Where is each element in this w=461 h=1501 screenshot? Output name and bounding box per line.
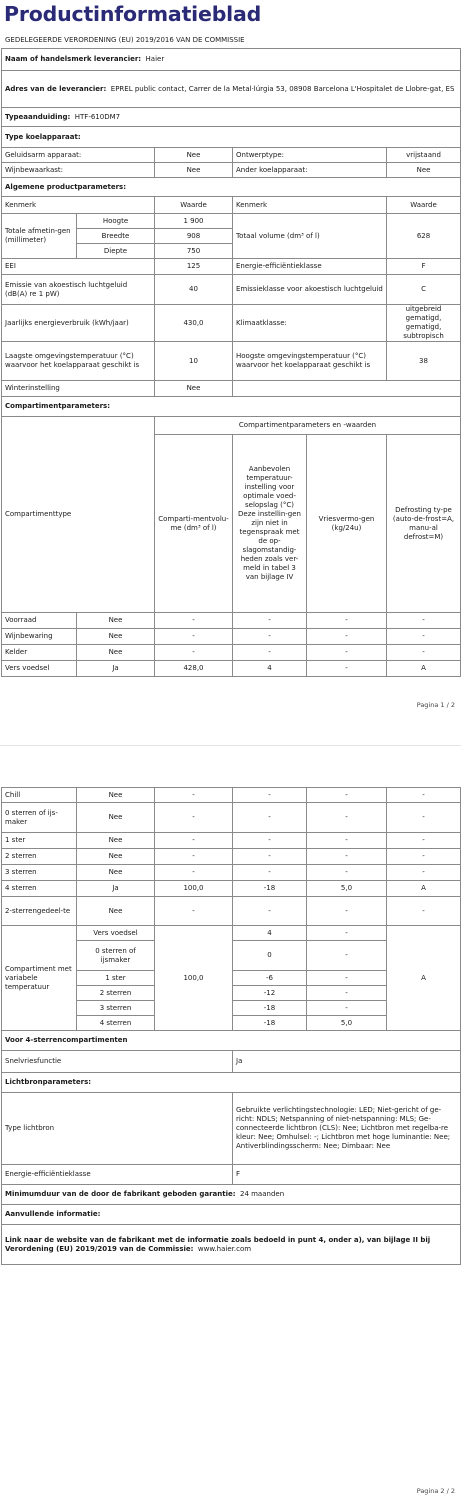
min-temp-label: Laagste omgevingstemperatuur (°C) waarvoor het koelapparaat geschikt is <box>2 342 155 381</box>
compartment-freeze-header: Vriesvermo-gen (kg/24u) <box>307 435 387 613</box>
table-row: Kelder Nee - - - - <box>2 645 461 661</box>
energy-class-value: F <box>387 259 461 275</box>
climate-value: uitgebreid gematigd, gematigd, subtropisch <box>387 305 461 342</box>
wine-cabinet-value: Nee <box>155 163 233 178</box>
table-row: Vers voedsel Ja 428,0 4 - A <box>2 661 461 677</box>
silent-appliance-value: Nee <box>155 148 233 163</box>
table-row: 1 ster Nee - - - - <box>2 833 461 849</box>
silent-appliance-label: Geluidsarm apparaat: <box>2 148 155 163</box>
width-value: 908 <box>155 229 233 244</box>
section-compartment: Compartimentparameters: <box>2 397 461 417</box>
table-row: 2 sterren Nee - - - - <box>2 849 461 865</box>
height-value: 1 900 <box>155 214 233 229</box>
supplier-value: Haier <box>145 55 165 63</box>
warranty-row: Minimumduur van de door de fabrikant geboden garantie: 24 maanden <box>2 1185 461 1205</box>
winter-value: Nee <box>155 381 233 397</box>
depth-value: 750 <box>155 244 233 259</box>
other-appliance-label: Ander koelapparaat: <box>233 163 387 178</box>
volume-value: 628 <box>387 214 461 259</box>
wine-cabinet-label: Wijnbewaarkast: <box>2 163 155 178</box>
min-temp-value: 10 <box>155 342 233 381</box>
model-row: Typeaanduiding: HTF-610DM7 <box>2 108 461 127</box>
compartment-type-header: Compartimenttype <box>2 417 155 613</box>
section-general: Algemene productparameters: <box>2 178 461 197</box>
col-waarde: Waarde <box>155 197 233 214</box>
design-type-value: vrijstaand <box>387 148 461 163</box>
compartment-temp-header: Aanbevolen temperatuur-instelling voor optimale voed-selopslag (°C) Deze instellin-gen zijn niet in tegenspraak met de op-slagomstandig-heden zoals ver-meld in tabel 3 van bijlage IV <box>233 435 307 613</box>
quick-freeze-value: Ja <box>233 1051 461 1073</box>
noise-label: Emissie van akoestisch luchtgeluid (dB(A) re 1 pW) <box>2 275 155 305</box>
design-type-label: Ontwerptype: <box>233 148 387 163</box>
eei-label: EEI <box>2 259 155 275</box>
noise-value: 40 <box>155 275 233 305</box>
max-temp-value: 38 <box>387 342 461 381</box>
col-kenmerk: Kenmerk <box>2 197 155 214</box>
section-type: Type koelapparaat: <box>2 127 461 148</box>
winter-label: Winterinstelling <box>2 381 155 397</box>
table-row: 3 sterren Nee - - - - <box>2 865 461 881</box>
climate-label: Klimaatklasse: <box>233 305 387 342</box>
height-label: Hoogte <box>77 214 155 229</box>
info-table-page-1 <box>1 48 461 677</box>
depth-label: Diepte <box>77 244 155 259</box>
warranty-value: 24 maanden <box>239 1190 285 1198</box>
variable-volume: 100,0 <box>155 926 233 1031</box>
regulation-subtitle: GEDELEGEERDE VERORDENING (EU) 2019/2016 VAN DE COMMISSIE <box>5 36 245 44</box>
noise-class-label: Emissieklasse voor akoestisch luchtgeluid <box>233 275 387 305</box>
section-additional: Aanvullende informatie: <box>2 1205 461 1225</box>
variable-defrost: A <box>387 926 461 1031</box>
compartment-volume-header: Comparti-mentvolu-me (dm³ of l) <box>155 435 233 613</box>
variable-compartment-label: Compartiment met variabele temperatuur <box>2 926 77 1031</box>
address-row: Adres van de leverancier: EPREL public contact, Carrer de la Metal·lúrgia 53, 08908 Barcelona L'Hospitalet de Llobre-gat, ES <box>2 71 461 108</box>
table-row: Chill Nee - - - - <box>2 788 461 803</box>
manufacturer-link-row: Link naar de website van de fabrikant met de informatie zoals bedoeld in punt 4, onder a), van bijlage II bij Verordening (EU) 2019/2019 van de Commissie: www.haier.com <box>2 1225 461 1265</box>
energy-class-label: Energie-efficiëntieklasse <box>233 259 387 275</box>
consumption-value: 430,0 <box>155 305 233 342</box>
col-kenmerk-2: Kenmerk <box>233 197 387 214</box>
supplier-row: Naam of handelsmerk leverancier: Haier <box>2 49 461 71</box>
col-waarde-2: Waarde <box>387 197 461 214</box>
table-row: 2-sterrengedeel-te Nee - - - - <box>2 897 461 926</box>
table-row: Wijnbewaring Nee - - - - <box>2 629 461 645</box>
light-energy-class-label: Energie-efficiëntieklasse <box>2 1165 233 1185</box>
model-value: HTF-610DM7 <box>74 112 121 121</box>
compartment-params-header: Compartimentparameters en -waarden <box>155 417 461 435</box>
page-2 <box>0 745 461 1501</box>
info-table-page-2: Chill Nee - - - - 0 sterren of ijs-maker Nee - - - - 1 ster Nee - - - - 2 sterren Nee - - - - 3 sterren Nee - - - - 4 sterren Ja 100,0 -18 5,0 A 2-sterrengedeel-te Nee - - - - Compartiment met variabele temperatuur Vers voedsel 100,0 4 - A 0 sterren of ijsmaker 0 - 1 ster -6 - 2 sterren -12 - 3 sterren -18 - 4 sterren -18 5,0 Voor 4-sterrencompartimenten Snelvriesfunctie Ja Lichtbronparameters: Type lichtbron Gebruikte verlichtingstechnologie: LED; Niet-gericht of ge-richt: NDLS; Netspanning of niet-netspanning: MLS; Ge-connecteerde lichtbron (CLS): Nee; Lichtbron met regelba-re kleur: Nee; Omhulsel: -; Lichtbron met hoge luminantie: Nee; Antiverblindingsscherm: Nee; Dimbaar: Nee Energie-efficiëntieklasse F Minimumduur van de door de fabrikant geboden garantie: 24 maanden Aanvullende informatie: Link naar de website van de fabrikant met de informatie zoals bedoeld in punt 4, onder a), van bijlage II bij Verordening (EU) 2019/2019 van de Commissie: www.haier.com <box>1 787 461 1265</box>
width-label: Breedte <box>77 229 155 244</box>
dimensions-label: Totale afmetin-gen (millimeter) <box>2 214 77 259</box>
consumption-label: Jaarlijks energieverbruik (kWh/jaar) <box>2 305 155 342</box>
page-number-2: Pagina 2 / 2 <box>416 1487 455 1495</box>
page-number-1: Pagina 1 / 2 <box>416 701 455 709</box>
volume-label: Totaal volume (dm³ of l) <box>233 214 387 259</box>
address-value: EPREL public contact, Carrer de la Metal·lúrgia 53, 08908 Barcelona L'Hospitalet de Llobre-gat, ES <box>110 84 455 93</box>
table-row: 4 sterren Ja 100,0 -18 5,0 A <box>2 881 461 897</box>
section-light: Lichtbronparameters: <box>2 1073 461 1093</box>
light-type-label: Type lichtbron <box>2 1093 233 1165</box>
quick-freeze-label: Snelvriesfunctie <box>2 1051 233 1073</box>
eei-value: 125 <box>155 259 233 275</box>
page-title: Productinformatieblad <box>4 2 262 26</box>
table-row: Voorraad Nee - - - - <box>2 613 461 629</box>
other-appliance-value: Nee <box>387 163 461 178</box>
compartment-defrost-header: Defrosting ty-pe (auto-de-frost=A, manu-al defrost=M) <box>387 435 461 613</box>
max-temp-label: Hoogste omgevingstemperatuur (°C) waarvoor het koelapparaat geschikt is <box>233 342 387 381</box>
light-type-value: Gebruikte verlichtingstechnologie: LED; Niet-gericht of ge-richt: NDLS; Netspanning of niet-netspanning: MLS; Ge-connecteerde lichtbron (CLS): Nee; Lichtbron met regelba-re kleur: Nee; Omhulsel: -; Lichtbron met hoge luminantie: Nee; Antiverblindingsscherm: Nee; Dimbaar: Nee <box>233 1093 461 1165</box>
table-row: 0 sterren of ijs-maker Nee - - - - <box>2 803 461 833</box>
noise-class-value: C <box>387 275 461 305</box>
light-energy-class-value: F <box>233 1165 461 1185</box>
section-4star: Voor 4-sterrencompartimenten <box>2 1031 461 1051</box>
manufacturer-link[interactable]: www.haier.com <box>197 1244 252 1253</box>
page-1 <box>0 0 461 745</box>
